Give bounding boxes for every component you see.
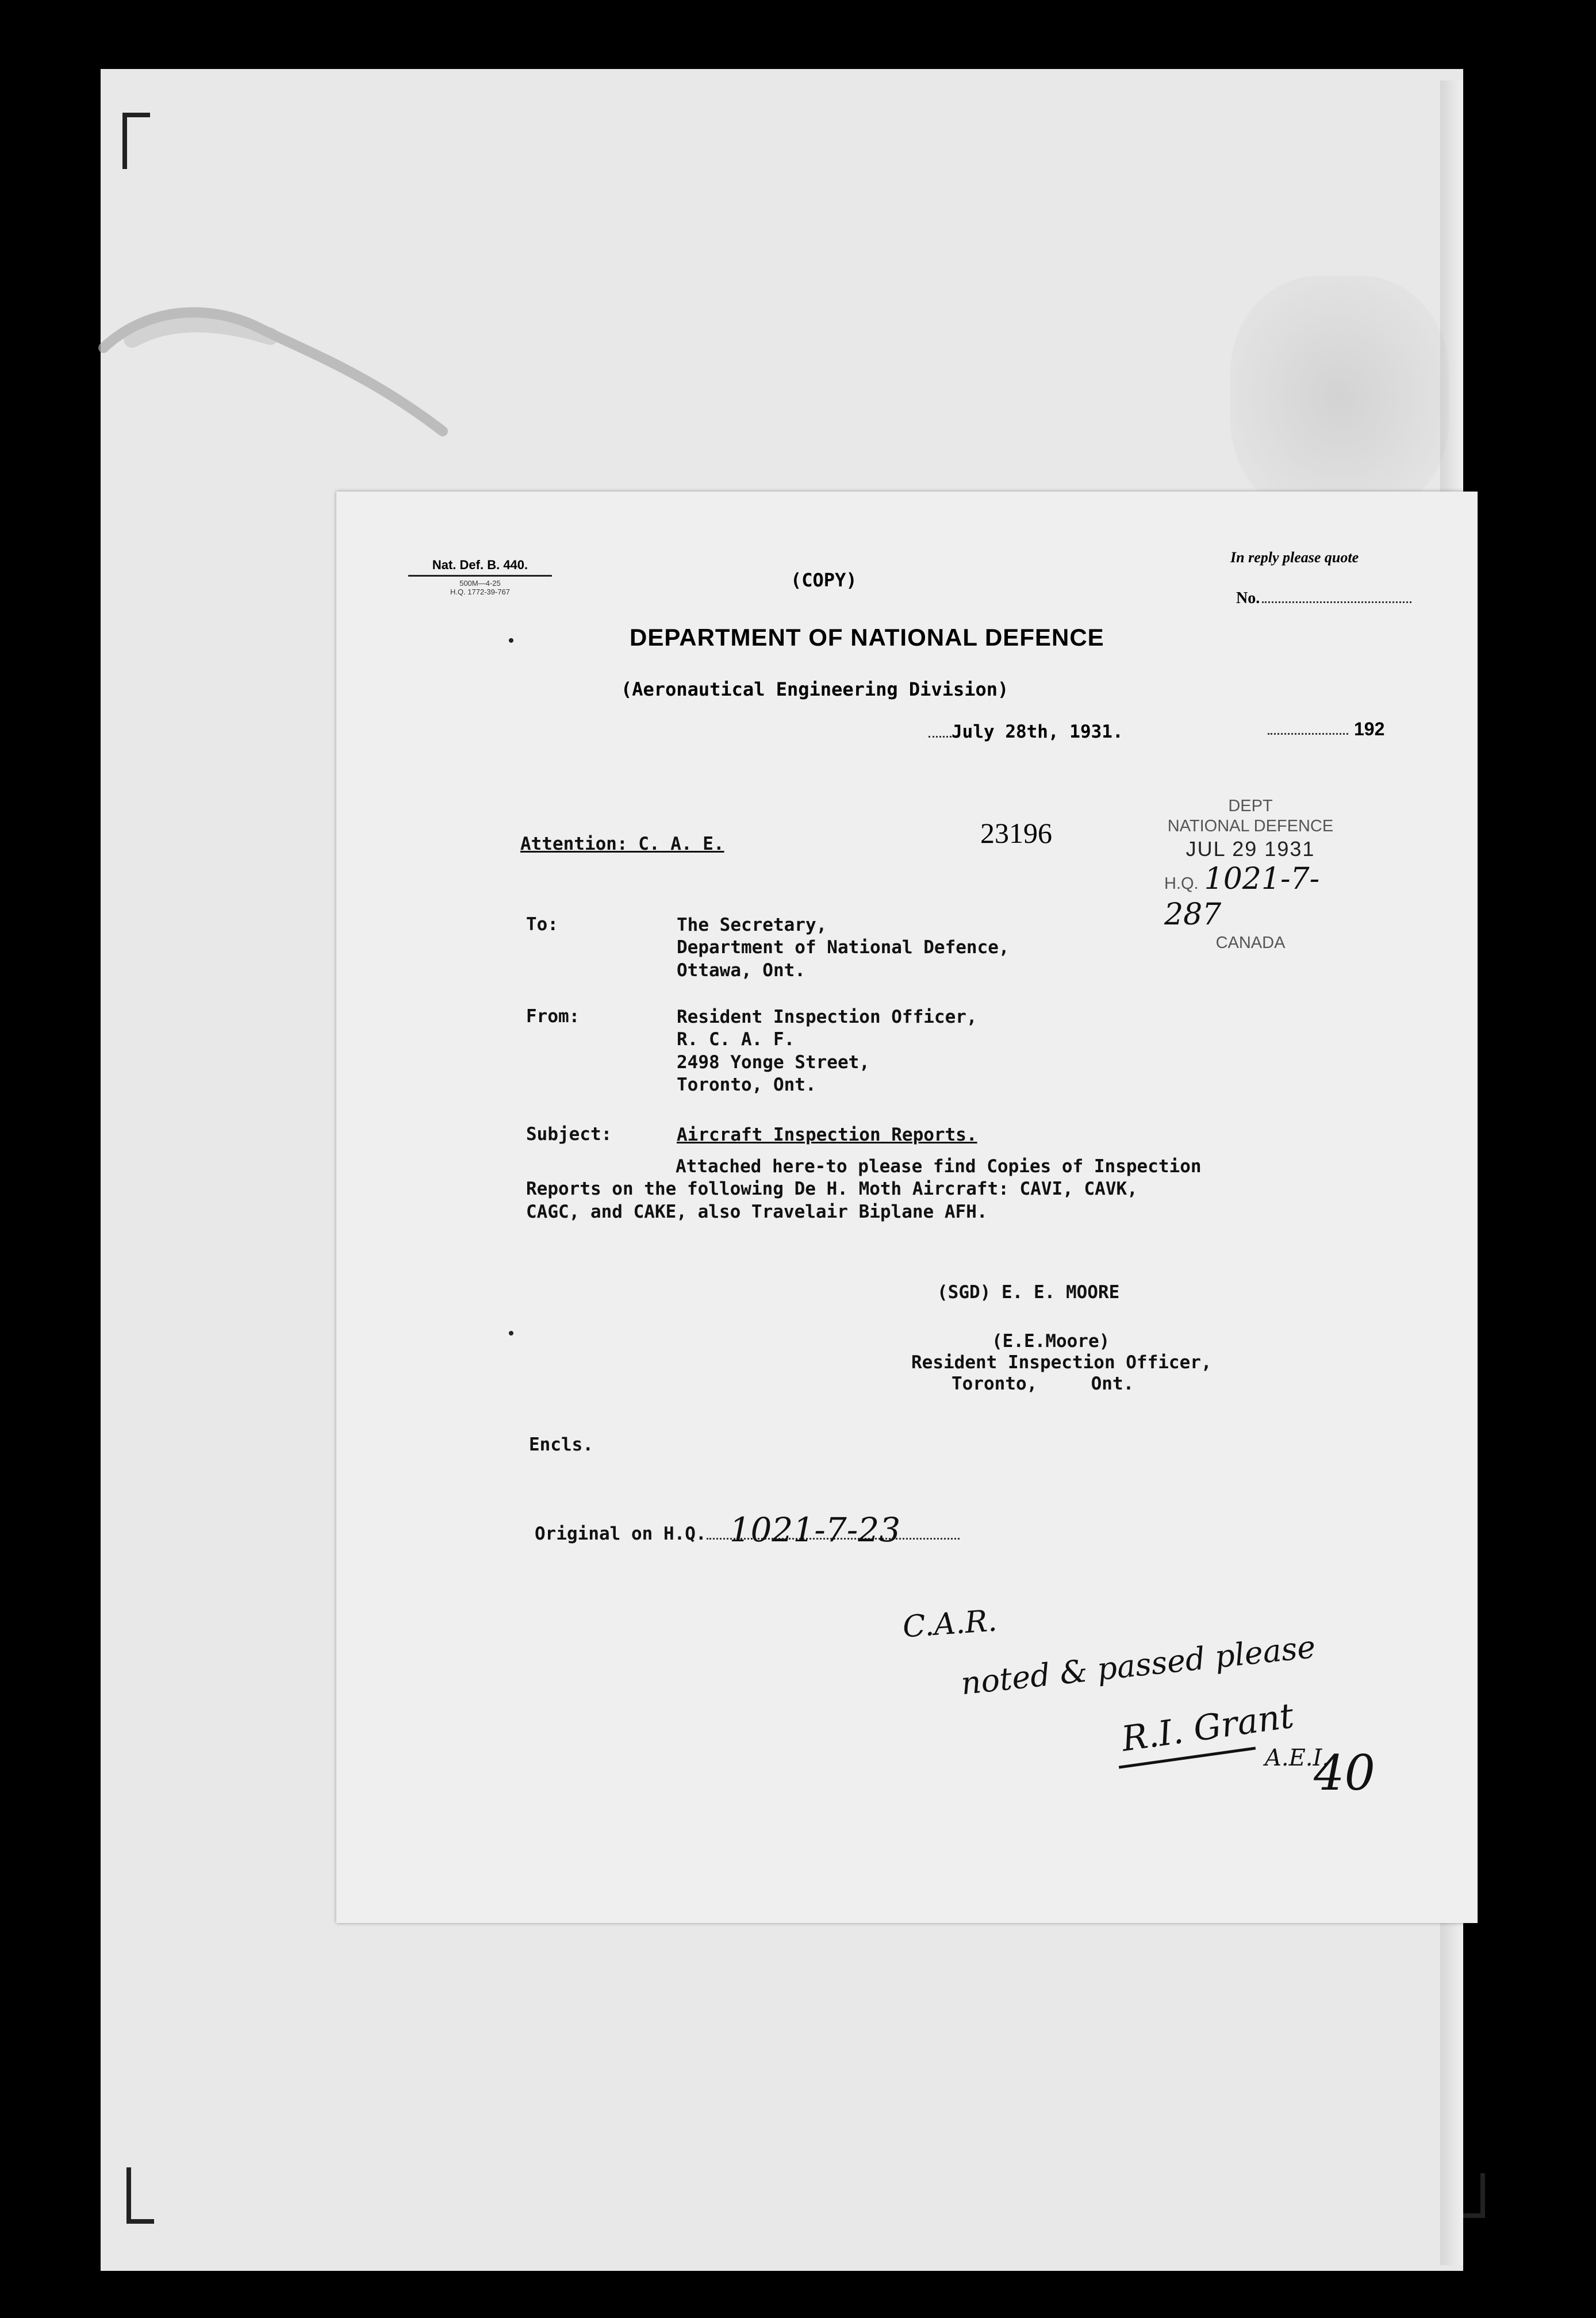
- address-line: 2498 Yonge Street,: [677, 1051, 870, 1073]
- to-address: [677, 914, 1010, 982]
- attention-line: Attention: C. A. E.: [520, 834, 724, 854]
- ink-dot: [509, 1331, 513, 1335]
- address-line: Department of National Defence,: [677, 937, 1010, 958]
- original-label: Original on H.Q.: [535, 1523, 707, 1544]
- handwritten-number: 40: [1314, 1745, 1375, 1801]
- to-label: To:: [526, 914, 558, 935]
- subject-value: Aircraft Inspection Reports.: [677, 1125, 977, 1145]
- handwritten-note-line: C.A.R.: [901, 1603, 999, 1645]
- ink-smudge: [98, 293, 500, 443]
- letter-body: [526, 1156, 1417, 1223]
- dotted-line: [707, 1510, 960, 1549]
- received-stamp: [1156, 796, 1345, 953]
- stamp-country: CANADA: [1215, 933, 1286, 952]
- address-line: Ottawa, Ont.: [677, 960, 805, 981]
- signature-block: [911, 1331, 1212, 1395]
- form-print-line: 500M—4-25: [459, 579, 501, 588]
- form-id-block: [408, 558, 552, 596]
- reference-number: 23196: [980, 817, 1052, 849]
- copy-mark: (COPY): [791, 569, 857, 591]
- year-prefix: 192: [1354, 719, 1385, 739]
- handwritten-file-number: 1021-7-287: [1164, 861, 1320, 932]
- handwritten-signature: R.I. Grant: [1119, 1695, 1296, 1760]
- reply-number-label: No.: [1236, 589, 1260, 607]
- dotted-line: [1268, 733, 1348, 735]
- signed-line: (SGD) E. E. MOORE: [937, 1282, 1120, 1303]
- crop-mark-bottom-right: [1463, 2173, 1485, 2218]
- enclosures: Encls.: [529, 1434, 593, 1455]
- stamp-line: NATIONAL DEFENCE: [1167, 816, 1334, 835]
- handwritten-original-number: 1021-7-23: [729, 1510, 901, 1549]
- stamp-date: JUL 29 1931: [1186, 836, 1315, 861]
- date-text: July 28th, 1931.: [952, 722, 1123, 742]
- letter-date: [929, 722, 1123, 742]
- address-line: Resident Inspection Officer,: [677, 1007, 977, 1027]
- from-label: From:: [526, 1006, 580, 1027]
- form-rule: [408, 575, 552, 577]
- signer-place: Toronto, Ont.: [952, 1373, 1134, 1395]
- form-print-line: H.Q. 1772-39-767: [450, 588, 511, 596]
- stamp-hq-label: H.Q.: [1164, 874, 1199, 893]
- body-line: CAGC, and CAKE, also Travelair Biplane AFH.: [526, 1201, 988, 1222]
- from-address: [677, 1006, 977, 1096]
- ink-dot: [509, 638, 513, 643]
- subject-label: Subject:: [526, 1124, 612, 1145]
- handwritten-note-line: noted & passed please: [959, 1628, 1318, 1702]
- stamp-line: DEPT: [1228, 797, 1273, 815]
- dotted-line: [929, 736, 952, 738]
- reply-number-field: [1236, 589, 1411, 608]
- form-number: Nat. Def. B. 440.: [432, 558, 528, 572]
- body-line: Attached here-to please find Copies of Inspection: [676, 1156, 1202, 1177]
- address-line: The Secretary,: [677, 915, 827, 935]
- body-line: Reports on the following De H. Moth Aircraft: CAVI, CAVK,: [526, 1179, 1138, 1200]
- reply-quote-label: In reply please quote: [1230, 549, 1359, 566]
- handwritten-initials: A.E.I.: [1265, 1745, 1330, 1771]
- signer-name: (E.E.Moore): [992, 1331, 1110, 1352]
- address-line: R. C. A. F.: [677, 1029, 795, 1050]
- department-title: DEPARTMENT OF NATIONAL DEFENCE: [630, 624, 1104, 651]
- dotted-line: [1262, 601, 1411, 603]
- crop-mark-top-left: [122, 113, 150, 169]
- signer-title: Resident Inspection Officer,: [911, 1352, 1212, 1373]
- original-on-line: [535, 1510, 960, 1549]
- letter-page: [336, 492, 1478, 1923]
- paper-stain: [1230, 276, 1449, 517]
- crop-mark-bottom-left: [126, 2167, 154, 2224]
- stamp-hq-line: [1156, 861, 1345, 933]
- address-line: Toronto, Ont.: [677, 1074, 816, 1096]
- division-line: (Aeronautical Engineering Division): [621, 678, 1009, 700]
